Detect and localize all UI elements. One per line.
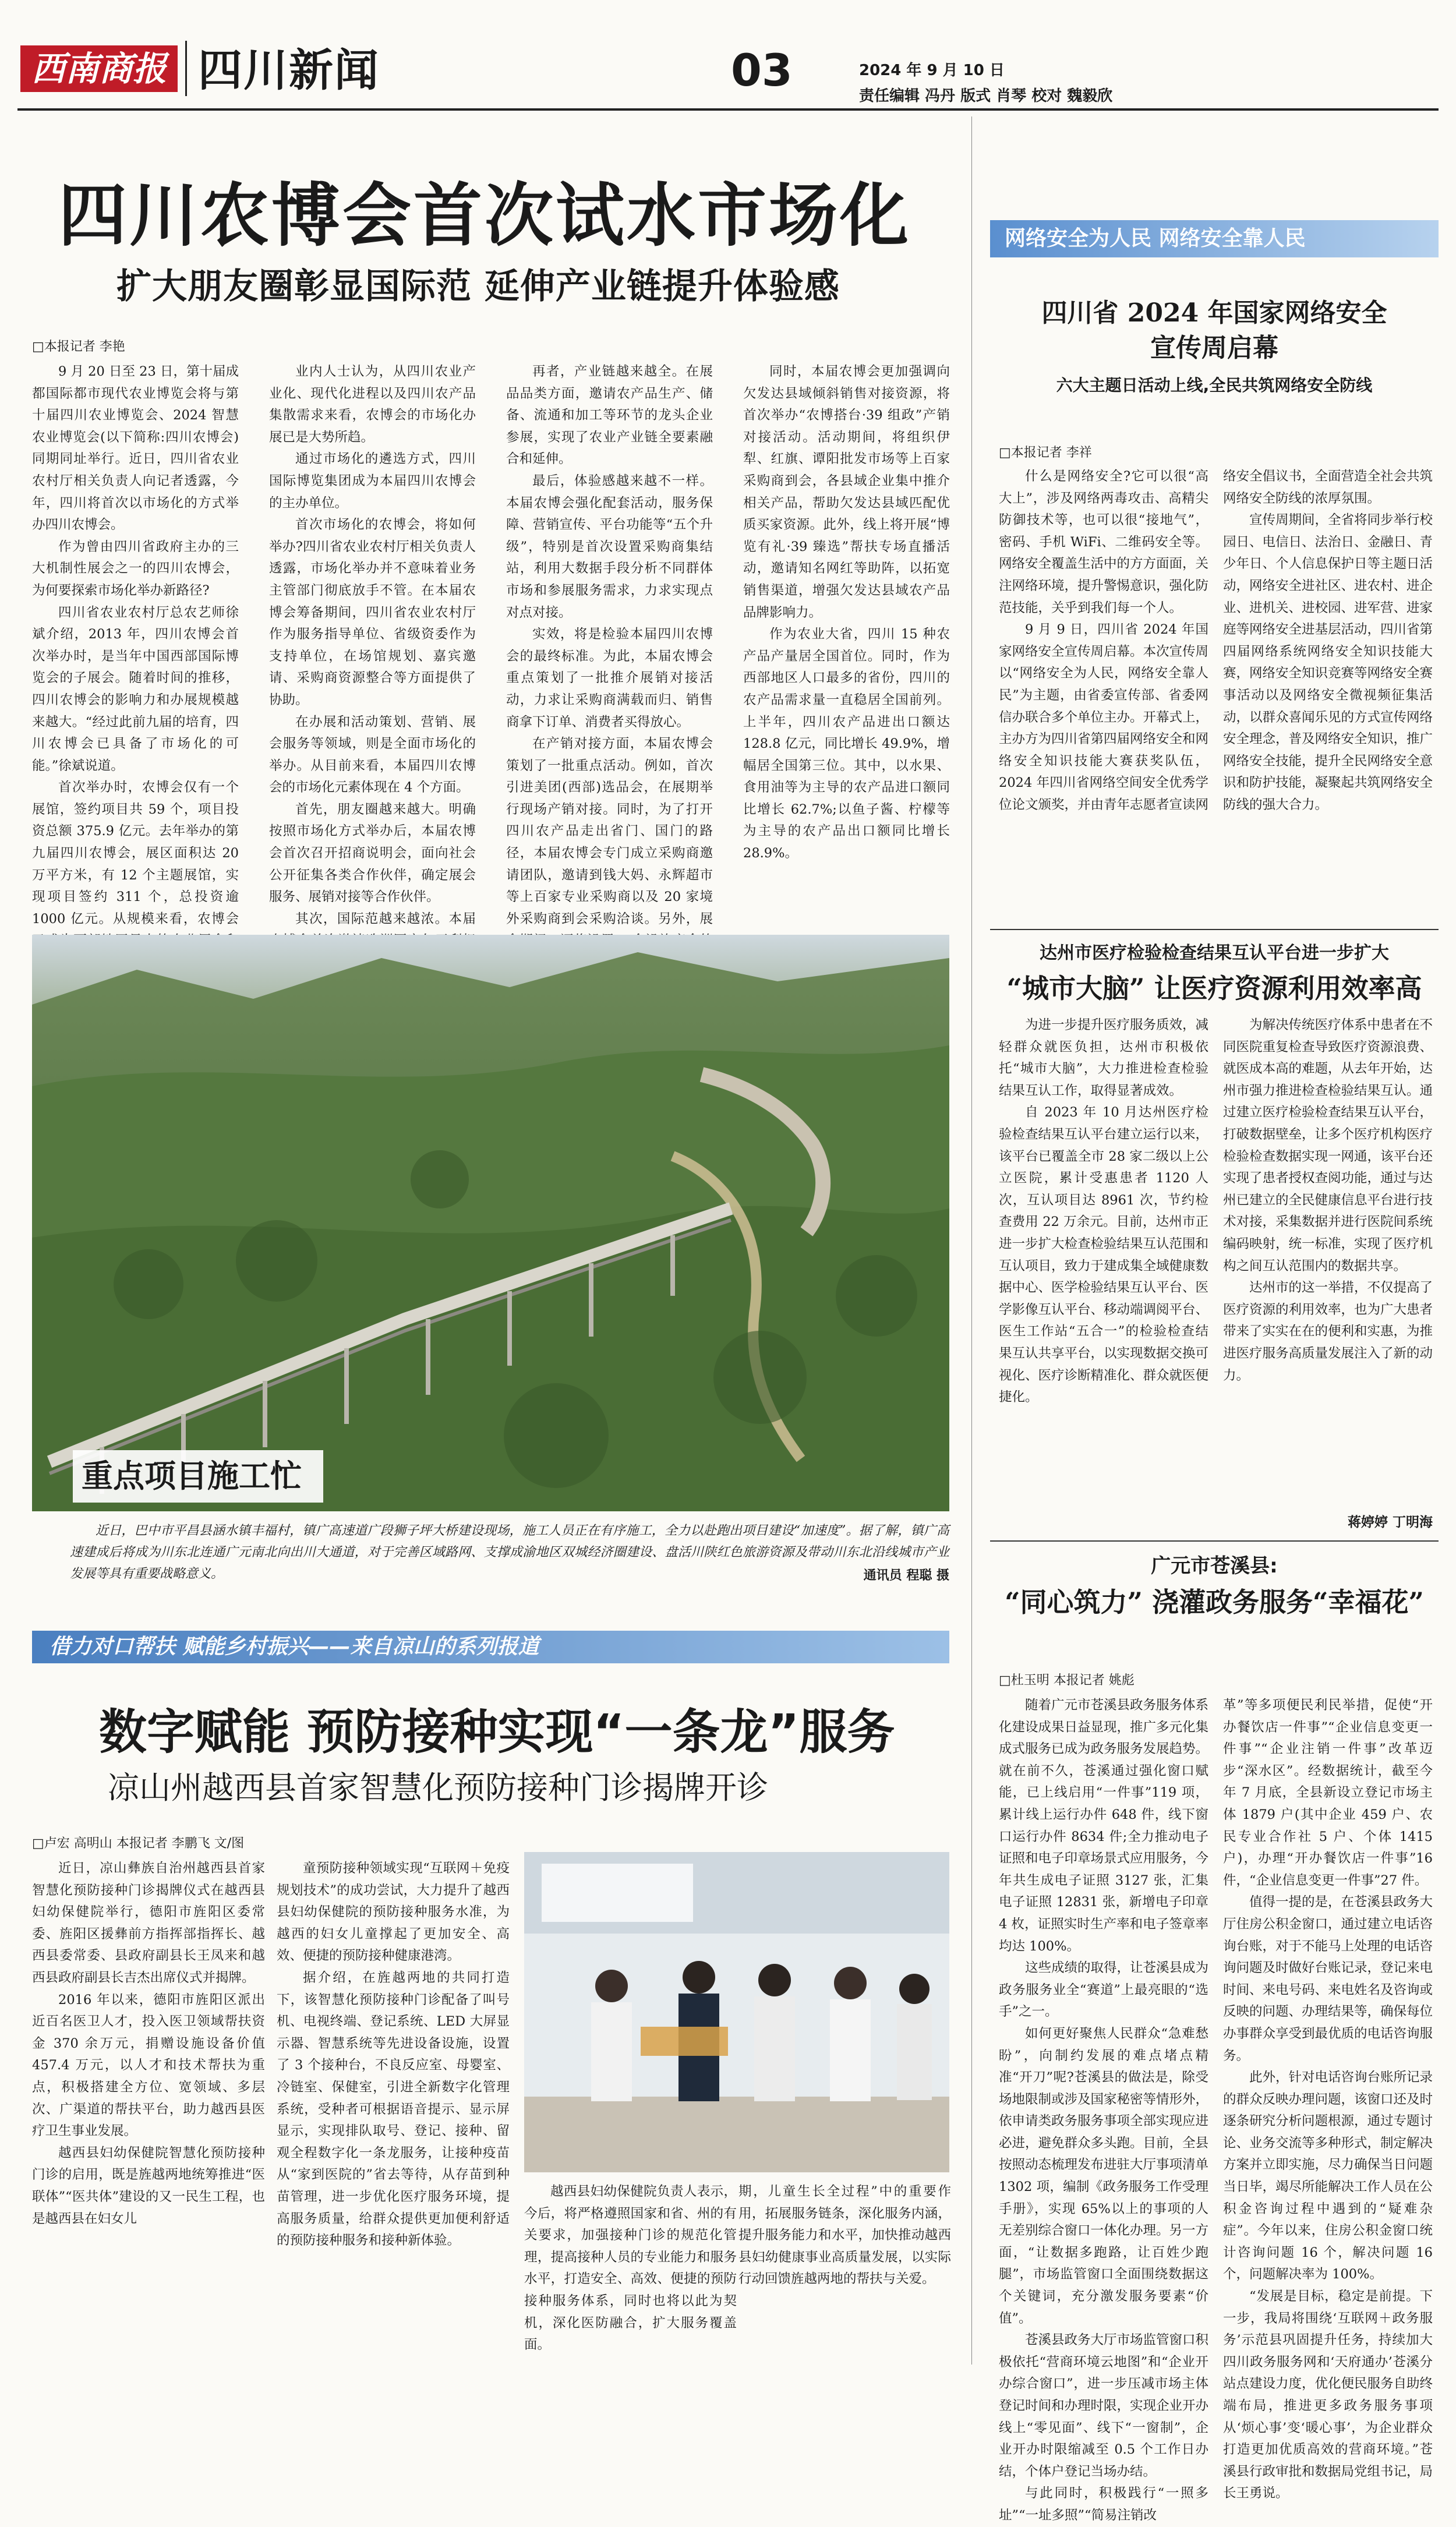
dazhou-headline: “城市大脑” 让医疗资源利用效率高 xyxy=(1006,973,1422,1004)
guangyuan-byline: □杜玉明 本报记者 姚彪 xyxy=(999,1673,1135,1688)
paragraph: 通过市场化的遴选方式，四川国际博览集团成为本届四川农博会的主办单位。 xyxy=(269,451,476,511)
netsec-subheadline: 六大主题日活动上线,全民共筑网络安全防线 xyxy=(1056,376,1373,395)
guangyuan-kicker: 广元市苍溪县: xyxy=(1151,1554,1278,1578)
paragraph: 在办展和活动策划、营销、展会服务等领域，则是全面市场化的举办。从目前来看，本届四川农博会的市场化元素体现在 4 个方面。 xyxy=(269,714,476,796)
paragraph: 最后，体验感越来越不一样。本届农博会强化配套活动，服务保障、营销宣传、平台功能等“五个升级”，特别是首次设置采购商集结站，利用大数据手段分析不同群体市场和参展服务需求，力求实现点对点对接。 xyxy=(506,473,713,620)
netsec-byline: □本报记者 李祥 xyxy=(999,446,1092,460)
liangshan-column-2 xyxy=(277,1858,510,2365)
paragraph: 9 月 20 日至 23 日，第十届成都国际都市现代农业博览会将与第十届四川农业博览会、2024 智慧农业博览会(以下简称:四川农博会)同期同址举行。近日，四川省农业农村厅相关负责人向记者透露，今年，四川将首次以市场化的方式举办四川农博会。 xyxy=(32,364,239,533)
liangshan-photo-caption xyxy=(524,2181,737,2362)
paragraph: 2016 年以来，德阳市旌阳区派出近百名医卫人才，投入医卫领域帮扶资金 370 余万元，捐赠设施设备价值 457.4 万元，以人才和技术帮扶为重点，积极搭建全方位、宽领域、多层次、广渠道的帮扶平台，助力越西县医疗卫生事业发展。 xyxy=(32,1992,265,2139)
lead-column-2 xyxy=(269,361,476,943)
lead-subheadline: 扩大朋友圈彰显国际范 延伸产业链提升体验感 xyxy=(116,266,840,307)
paragraph: 首次举办时，农博会仅有一个展馆，签约项目共 59 个，项目投资总额 375.9 亿元。去年举办的第九届四川农博会，展区面积达 20 万平方米，有 12 个主题展馆，实现项目签约 311 个，总投资逾 1000 亿元。从规模来看，农博会 xyxy=(32,780,239,927)
liangshan-headline: 数字赋能 预防接种实现“一条龙”服务 xyxy=(99,1705,895,1760)
paragraph: 同时，本届农博会更加强调向欠发达县域倾斜销售对接资源，将首次举办“农博搭台·39 组政”产销对接活动。活动期间，将组织伊犁、红旗、谭阳批发市场等上百家采购商到会，各县域企业集中推介相关产品，帮助欠发达县域匹配优质买家资源。此外，线上将开展“博览有礼·39 臻选”帮扶专场直播活动，邀请知名网红等助阵，以拓宽销售渠道，增强欠发达县域农产品品牌影响力。 xyxy=(743,364,950,620)
paragraph: 这些成绩的取得，让苍溪县成为政务服务业全“赛道”上最亮眼的“选手”之一。 xyxy=(999,1960,1209,2020)
divider xyxy=(990,1540,1439,1542)
paragraph: 如何更好聚焦人民群众“急难愁盼”，向制约发展的难点堵点精准“开刀”呢?苍溪县的做法是，除受场地限制或涉及国家秘密等情形外，依申请类政务服务事项全部实现应进必进，避免群众多头跑。目前，全县按照动态梳理发布进驻大厅事项清单 1302 项，编制《政务服务工作受理手册》，实现 65%以上的事项的人无差别综合窗口一体化办理。另一方面，“让数据多跑路，让百姓少跑腿”，市场监管窗口全面围绕数据这个关键词，充分激发服务要素“价值”。 xyxy=(999,2026,1209,2326)
paragraph: 在产销对接方面，本届农博会策划了一批重点活动。例如，首次引进美团(西部)选品会，在展期举行现场产销对接。同时，为了打开四川农产品走出省门、国门的路径，本届农博会专门成立采购商邀请团队，邀请到钱大妈、永辉超市等上百家专业采购商以及 20 家境外采购商到会采购洽谈。另外，展 xyxy=(506,736,713,927)
paragraph: 越西县妇幼保健院智慧化预防接种门诊的启用，既是旌越两地统筹推进“医联体”“医共体”建设的又一民生工程，也是越西县在妇女儿 xyxy=(32,2145,265,2226)
netsec-column-2 xyxy=(1223,466,1433,839)
paragraph: 近日，凉山彝族自治州越西县首家智慧化预防接种门诊揭牌仪式在越西县妇幼保健院举行，德阳市旌阳区委常委、旌阳区援彝前方指挥部指挥长、越西县委常委、县政府副县长王凤来和越西县政府副县长吉杰出席仪式并揭牌。 xyxy=(32,1861,265,1985)
paragraph: 期，儿童生长全过程”中的重要作用，拓展服务链条，深化服务内涵，提升服务能力和水平，加快推动越西县妇幼健康事业高质量发展，以实际行动回馈旌越两地的帮扶与关爱。 xyxy=(738,2184,951,2287)
masthead-divider xyxy=(185,41,187,96)
paragraph: 达州市的这一举措，不仅提高了医疗资源的利用效率，也为广大患者带来了实实在在的便利和实惠，为推进医疗服务高质量发展注入了新的动力。 xyxy=(1223,1280,1433,1383)
paragraph: 四川省农业农村厅总农艺师徐斌介绍，2013 年，四川农博会首次举办时，是当年中国西部国际博览会的子展会。随着时间的推移，四川农博会的影响力和办展规模越来越大。“经过此前九届的培育，四川农博会已具备了市场化的可能。”徐斌说道。 xyxy=(32,605,239,773)
liangshan-column-3 xyxy=(738,2181,951,2362)
dazhou-column-1 xyxy=(999,1015,1208,1533)
paragraph: 首次市场化的农博会，将如何举办?四川省农业农村厅相关负责人透露，市场化举办并不意味着业务主管部门彻底放手不管。在本届农博会筹备期间，四川省农业农村厅作为服务指导单位、省级资委作为支持单位，在场馆规划、嘉宾邀请、采购商资源整合等方面提供了协助。 xyxy=(269,517,476,708)
lead-column-4 xyxy=(743,361,950,943)
photo-credit: 通讯员 程聪 摄 xyxy=(863,1568,949,1583)
paragraph: 9 月 9 日，四川省 2024 年国家网络安全宣传周启幕。本次宣传周以“网络安全为人民，网络安全靠人民”为主题，由省委宣传部、省委网信办联合多个单位主办。开幕式上，主办方为四川省第四届网络安全和网络安全知识技能大赛获奖队伍，2024 年四川省网络空间安全优秀学位论文颁奖，并由青年志愿者宣读网 xyxy=(999,622,1209,812)
aerial-bridge-illustration xyxy=(32,935,949,1511)
liangshan-byline: □卢宏 高明山 本报记者 李鹏飞 文/图 xyxy=(32,1836,245,1851)
lead-headline: 四川农博会首次试水市场化 xyxy=(58,175,911,256)
paragraph: 值得一提的是，在苍溪县政务大厅住房公积金窗口，通过建立电话咨询台账，对于不能马上处理的电话咨询问题及时做好台账记录，登记来电时间、来电号码、来电姓名及咨询或反映的问题、办理结果等，确保每位办事群众享受到最优质的电话咨询服务。 xyxy=(1223,1895,1433,2063)
clinic-opening-illustration xyxy=(524,1852,949,2172)
series-banner-text: 借力对口帮扶 赋能乡村振兴——来自凉山的系列报道 xyxy=(50,1635,539,1659)
photo-headline: 重点项目施工忙 xyxy=(82,1458,302,1494)
issue-date: 2024 年 9 月 10 日 xyxy=(859,62,1005,79)
dazhou-signature: 蒋婷婷 丁明海 xyxy=(1347,1515,1433,1530)
paragraph: 络安全倡议书，全面营造全社会共筑网络安全防线的浓厚氛围。 xyxy=(1223,469,1433,506)
netsec-banner-text: 网络安全为人民 网络安全靠人民 xyxy=(1005,227,1306,250)
paragraph: 随着广元市苍溪县政务服务体系化建设成果日益显现，推广多元化集成式服务已成为政务服务发展趋势。就在前不久，苍溪通过强化窗口赋能，已上线启用“一件事”119 项，累计线上运行办件 648 件，线下窗口运行办件 8634 件;全力推动电子证照和电子印章场景式应用服务，今年共生成电子证照 3127 张，汇集电子证照 12831 张，新增电子印章 4 枚，证照实时生产率和电子签章率均达 100%。 xyxy=(999,1698,1209,1954)
paragraph: 什么是网络安全?它可以很“高大上”，涉及网络两毒攻击、高精尖防御技术等，也可以很“接地气”，密码、手机 WiFi、二维码安全等。网络安全覆盖生活中的方方面面，关注网络环境，提升警惕意识，强化防范技能，关乎到我们每一个人。 xyxy=(999,469,1209,616)
editor-credits: 责任编辑 冯丹 版式 肖琴 校对 魏毅欣 xyxy=(859,87,1113,105)
paragraph: 童预防接种领域实现“互联网＋免疫规划技术”的成功尝试，大力提升了越西县妇幼保健院的预防接种服务水准，为越西的妇女儿童撑起了更加安全、高效、便捷的预防接种健康港湾。 xyxy=(277,1861,510,1964)
lead-column-3 xyxy=(506,361,713,943)
paragraph: 据介绍，在旌越两地的共同打造下，该智慧化预防接种门诊配备了叫号机、电视终端、登记系统、LED 大屏显示器、智慧系统等先进设备设施，设置了 3 个接种台，不良反应室、母婴室、冷链室、保健室，引进全新数字化管理系统，受种者可根据语音提示、显示屏显示，实现排队取号、登记、接种、留观全程数字化一条龙服务，让接种疫苗从“家到医院的”省去等待，从存苗到种苗管理，进一步优化医疗服务环境，提高服务质量，给群众提供更加便利舒适的预防接种服务和接种新体验。 xyxy=(277,1970,510,2249)
paragraph: 革”等多项便民利民举措，促使“开办餐饮店一件事”“企业信息变更一件事”“企业注销一件事”改革迈步“深水区”。经数据统计，截至今年 7 月底，全县新设立登记市场主体 1879 户(其中企业 459 户、农民专业合作社 5 户、个体 1415 户)，办理“开办餐饮店一件事”16 件，“企业信息变更一件事”27 件。 xyxy=(1223,1698,1433,1888)
netsec-title-line-2: 宣传周启幕 xyxy=(1150,333,1278,363)
liangshan-subheadline: 凉山州越西县首家智慧化预防接种门诊揭牌开诊 xyxy=(108,1769,768,1806)
paragraph: 与此同时，积极践行“一照多址”“一址多照”“简易注销改 xyxy=(999,2486,1208,2523)
lead-column-1 xyxy=(32,361,239,943)
paragraph: 再者，产业链越来越全。在展品品类方面，邀请农产品生产、储备、流通和加工等环节的龙头企业参展，实现了农业产业链全要素融合和延伸。 xyxy=(506,364,713,467)
section-title: 四川新闻 xyxy=(198,44,380,96)
paragraph: 其次，国际范越来越浓。本届 xyxy=(295,911,476,927)
divider xyxy=(990,929,1439,930)
paragraph: 此外，针对电话咨询台账所记录的群众反映办理问题，该窗口还及时逐条研究分析问题根源，通过专题讨论、业务交流等多种形式，制定解决方案并立即实施，尽力确保当日问题当日毕，竭尽所能解决工作人员在公积金咨询过程中遇到的“疑难杂症”。今年以来，住房公积金窗口统计咨询问题 16 个，解决问题 16 个，问题解决率为 100%。 xyxy=(1223,2070,1433,2282)
paragraph: 作为曾由四川省政府主办的三大机制性展会之一的四川农博会，为何要探索市场化举办新路径? xyxy=(32,539,239,598)
paragraph: 为进一步提升医疗服务质效，减轻群众就医负担，达州市积极依托“城市大脑”，大力推进检查检验结果互认工作，取得显著成效。 xyxy=(999,1017,1209,1098)
paragraph: 实效，将是检验本届四川农博会的最终标准。为此，本届农博会重点策划了一批推介展销对接活动，力求让采购商满载而归、销售商拿下订单、消费者买得放心。 xyxy=(506,627,713,730)
construction-photo xyxy=(32,935,949,1511)
masthead: 西南商报 xyxy=(20,45,178,92)
guangyuan-headline: “同心筑力” 浇灌政务服务“幸福花” xyxy=(1005,1586,1424,1618)
paragraph: 业内人士认为，从四川农业产业化、现代化进程以及四川农产品集散需求来看，农博会的市场化办展已是大势所趋。 xyxy=(269,364,476,445)
dazhou-column-2 xyxy=(1223,1015,1433,1510)
guangyuan-column-2 xyxy=(1223,1695,1433,2501)
dazhou-kicker: 达州市医疗检验检查结果互认平台进一步扩大 xyxy=(1040,943,1389,963)
guangyuan-column-1 xyxy=(999,1695,1209,2523)
paragraph: 近日，巴中市平昌县涵水镇丰福村，镇广高速道广段狮子坪大桥建设现场，施工人员正在有序施工，全力以赴跑出项目建设“加速度”。据了解，镇广高速建成后将成为川东北连通广元南北向出川大通道，对于完善区域路网、支撑成渝地区双城经济圈建设、盘活川陕红色旅游资源及带动川东北沿线城市产业发展等具有重要战略意义。 xyxy=(70,1524,949,1581)
paragraph: 宣传周期间，全省将同步举行校园日、电信日、法治日、金融日、青少年日、个人信息保护日等主题日活动，网络安全进社区、进农村、进企业、进机关、进校园、进军营、进家庭等网络安全进基层活动，四川省第四届网络系统网络安全知识技能大赛，网络安全知识竞赛等网络安全赛事活动以及网络安全微视频征集活动，以群众喜闻乐见的方式宣传网络安全理念，普及网络安全知识，推广网络安全技能，提升全民网络安全意识和防护技能，凝聚起共筑网络安全防线的强大合力。 xyxy=(1223,513,1433,812)
netsec-title-line-1: 四川省 2024 年国家网络安全 xyxy=(1041,298,1387,328)
header-rule xyxy=(17,108,1439,111)
lead-byline: □本报记者 李艳 xyxy=(32,340,125,354)
paragraph: 首先，朋友圈越来越大。明确按照市场化方式举办后，本届农博会首次召开招商说明会，面向社会公开征集各类合作伙伴，确定展会服务、展销对接等合作伙伴。 xyxy=(269,801,476,905)
paragraph: 苍溪县政务大厅市场监管窗口积极依托“营商环境云地图”和“企业开办综合窗口”，进一步压减市场主体登记时间和办理时限，实现企业开办线上“零见面”、线下“一窗制”，企业开办时限缩减至 0.5 个工作日办结，个体户登记当场办结。 xyxy=(999,2332,1209,2479)
netsec-column-1 xyxy=(999,466,1208,839)
paragraph: 越西县妇幼保健院负责人表示，今后，将严格遵照国家和省、州的有关要求，加强接种门诊的规范化管理，提高接种人员的专业能力和服务水平，打造安全、高效、便捷的预防接种服务体系，同时也将以此为契机，深化医防融合，扩大服务覆盖面。 xyxy=(524,2184,737,2353)
paragraph: “发展是目标，稳定是前提。下一步，我局将围绕‘互联网＋政务服务’示范县巩固提升任务，持续加大四川政务服务网和‘天府通办’苍溪分站点建设力度，优化便民服务自助终端布局，推进更多政务服务事项从‘烦心事’变‘暖心事’，为企业群众打造更加优质高效的营商环境。”苍溪县行政审批和数据局党组书记，局长王勇说。 xyxy=(1223,2289,1433,2501)
liangshan-column-1 xyxy=(32,1858,265,2365)
column-rule xyxy=(971,116,972,2365)
paragraph: 作为农业大省，四川 15 种农产品产量居全国首位。同时，作为西部地区人口最多的省份，四川的农产品需求量一直稳居全国前列。上半年，四川农产品进出口额达 128.8 亿元，同比增长 49.9%，增幅居全国第三位。其中，以水果、食用油等为主导的农产品进口额同比增长 62.7%;以鱼子酱、柠檬等为主导的农产品出口额同比增长 28.9%。 xyxy=(743,627,950,861)
page-number: 03 xyxy=(731,44,793,96)
paragraph: 自 2023 年 10 月达州医疗检验检查结果互认平台建立运行以来，该平台已覆盖全市 28 家二级以上公立医院，累计受惠患者 1120 人次，互认项目达 8961 次，节约检查费用 22 万余元。目前，达州市正进一步扩大检查检验结果互认范围和互认项目，致力于建成集全域健康数据中心、医学检验结果互认平台、医学影像互认平台、移动端调阅平台、医生工作站“五合一”的检验检查结果互认共享平台，以实现数据交换可视化、医疗诊断精准化、群众就医便捷化。 xyxy=(999,1105,1209,1405)
clinic-photo xyxy=(524,1852,949,2172)
paragraph: 为解决传统医疗体系中患者在不同医院重复检查导致医疗资源浪费、就医成本高的难题，从去年开始，达州市强力推进检查检验结果互认。通过建立医疗检验检查结果互认平台，打破数据壁垒，让多个医疗机构医疗检验检查数据实现一网通，该平台还实现了患者授权查阅功能，通过与达州已建立的全民健康信息平台进行技术对接，采集数据并进行医院间系统编码映射，统一标准，实现了医疗机构之间互认范围内的数据共享。 xyxy=(1223,1017,1433,1274)
